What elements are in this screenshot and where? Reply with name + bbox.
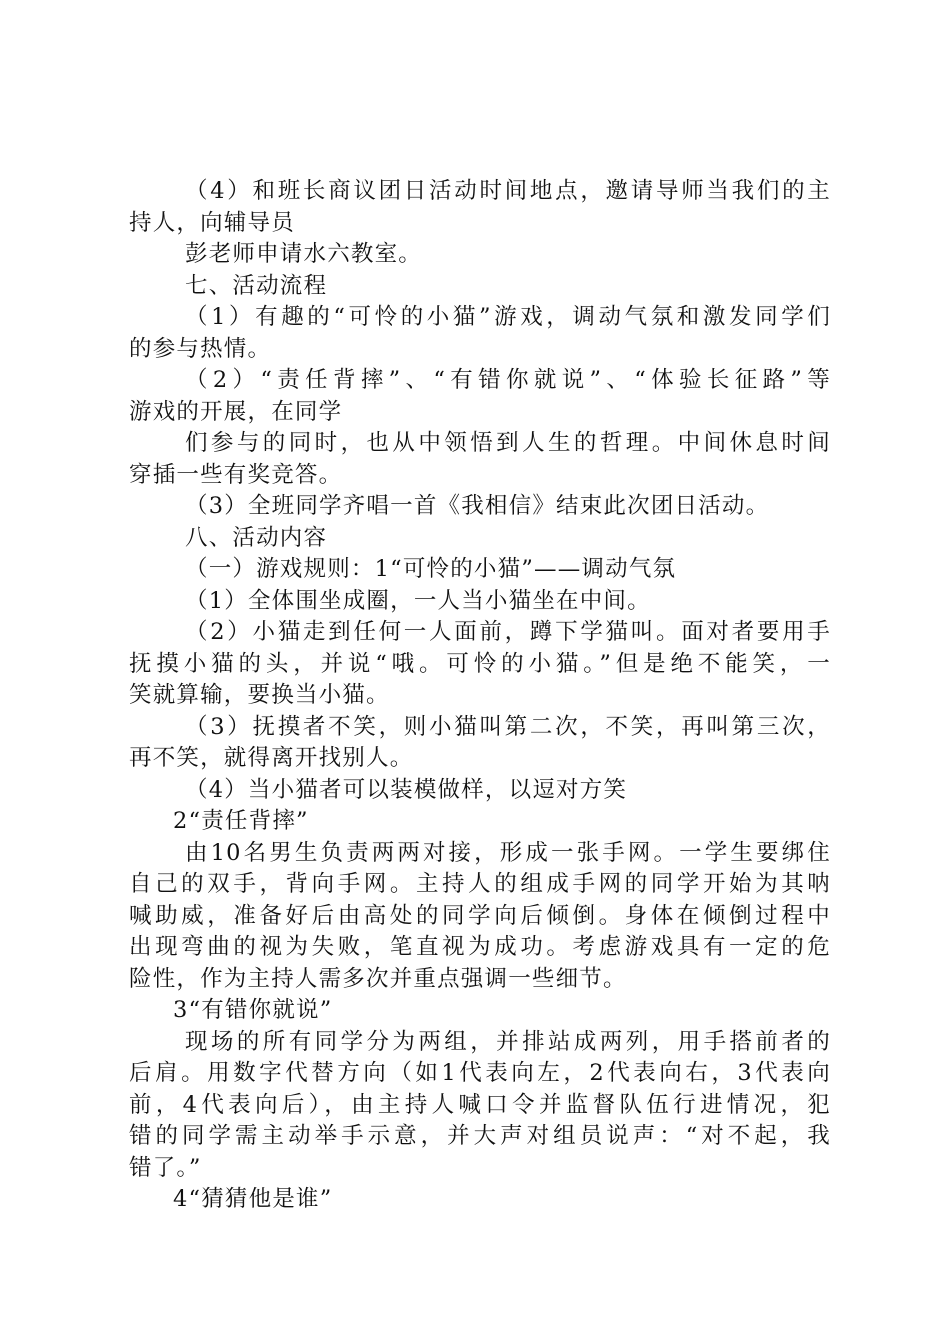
text-line: 险性，作为主持人需多次并重点强调一些细节。 — [129, 965, 627, 992]
text-line: 抚摸小猫的头，并说“哦。可怜的小猫。”但是绝不能笑，一 — [129, 650, 831, 677]
text-line: 自己的双手，背向手网。主持人的组成手网的同学开始为其呐 — [129, 871, 831, 897]
text-line: 彭老师申请水六教室。 — [185, 241, 423, 267]
text-line: （1）有趣的“可怜的小猫”游戏，调动气氛和激发同学们 — [185, 304, 831, 330]
text-line: 后肩。用数字代替方向（如1代表向左，2代表向右，3代表向 — [129, 1060, 831, 1086]
text-line: （3）全班同学齐唱一首《我相信》结束此次团日活动。 — [185, 493, 770, 519]
text-line: （3）抚摸者不笑，则小猫叫第二次，不笑，再叫第三次， — [185, 713, 831, 740]
text-line: 错了。” — [129, 1154, 202, 1181]
text-line: 3“有错你就说” — [173, 997, 333, 1023]
text-line: 的参与热情。 — [129, 335, 272, 362]
text-line: （4）和班长商议团日活动时间地点，邀请导师当我们的主 — [185, 178, 831, 204]
text-line: 持人，向辅导员 — [129, 209, 295, 236]
text-line: 游戏的开展，在同学 — [129, 398, 343, 425]
text-line: 由10名男生负责两两对接，形成一张手网。一学生要绑住 — [185, 839, 831, 866]
text-line: 4“猜猜他是谁” — [173, 1186, 333, 1212]
text-line: （一）游戏规则：1“可怜的小猫”——调动气氛 — [185, 556, 677, 582]
text-line: 前，4代表向后），由主持人喊口令并监督队伍行进情况，犯 — [129, 1091, 831, 1118]
text-line: 八、活动内容 — [185, 524, 328, 551]
text-line: 穿插一些有奖竞答。 — [129, 461, 343, 488]
text-line: （4）当小猫者可以装模做样，以逗对方笑 — [185, 776, 628, 803]
text-line: 喊助威，准备好后由高处的同学向后倾倒。身体在倾倒过程中 — [129, 902, 831, 929]
text-line: 出现弯曲的视为失败，笔直视为成功。考虑游戏具有一定的危 — [129, 934, 831, 960]
text-line: （1）全体围坐成圈，一人当小猫坐在中间。 — [185, 587, 651, 614]
text-line: 现场的所有同学分为两组，并排站成两列，用手搭前者的 — [185, 1028, 831, 1055]
text-line: 2“责任背摔” — [173, 808, 309, 834]
text-line: 七、活动流程 — [185, 272, 328, 299]
text-line: 错的同学需主动举手示意，并大声对组员说声：“对不起，我 — [129, 1123, 831, 1149]
text-line: 们参与的同时，也从中领悟到人生的哲理。中间休息时间 — [185, 430, 831, 456]
text-line: （2）“责任背摔”、“有错你就说”、“体验长征路”等 — [185, 367, 831, 393]
document-body — [129, 176, 831, 1216]
text-line: 再不笑，就得离开找别人。 — [129, 745, 414, 771]
text-line: 笑就算输，要换当小猫。 — [129, 682, 390, 708]
text-line: （2）小猫走到任何一人面前，蹲下学猫叫。面对者要用手 — [185, 619, 831, 645]
